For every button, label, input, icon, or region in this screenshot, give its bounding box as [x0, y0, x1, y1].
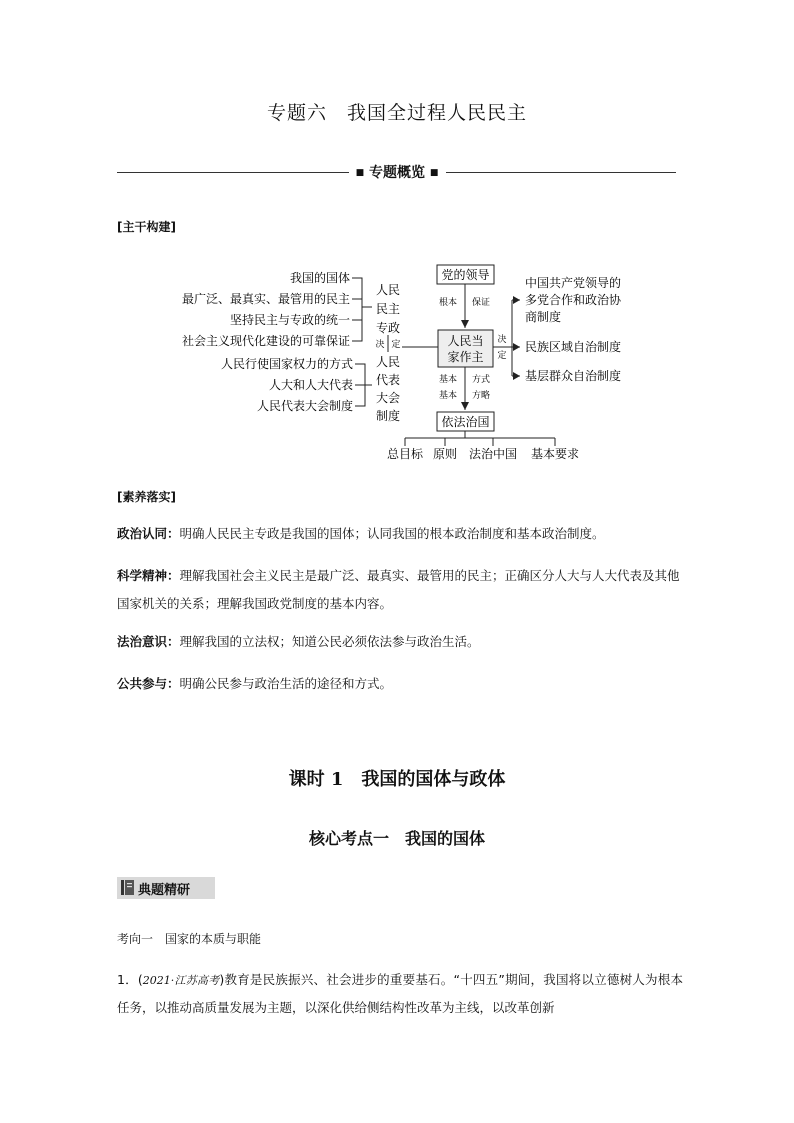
literacy-item-participation: [117, 670, 683, 698]
right-item-1b: 多党合作和政治协: [525, 293, 622, 307]
page-title: 专题六 我国全过程人民民主: [266, 102, 527, 124]
label-basic: 基本: [438, 375, 458, 385]
overview-heading: [350, 162, 444, 182]
question-number: 1．(: [117, 972, 143, 987]
center-bottom-2: 代表: [375, 373, 401, 387]
literacy-label: 法治意识：: [117, 634, 180, 649]
literacy-item-science: [117, 562, 683, 618]
literacy-item-political: [117, 520, 683, 548]
literacy-text: 明确公民参与政治生活的途径和方式。: [179, 676, 393, 691]
banner-label: 典题精研: [138, 883, 191, 898]
literacy-label: 科学精神：: [117, 568, 180, 583]
overview-label: 专题概览: [369, 165, 425, 181]
decide-left-2: 定: [391, 340, 401, 350]
question-source: 2021·江苏高考: [142, 974, 220, 987]
bottom-item-2: 原则: [432, 447, 458, 461]
question-body: )教育是民族振兴、社会进步的重要基石。“十四五”期间，我国将以立德树人为根本任务，以推动高质量发展为主题，以深化供给侧结构性改革为主线，以改革创新: [117, 972, 683, 1015]
center-top-1: 人民: [375, 283, 401, 297]
concept-map: [0, 255, 794, 470]
divider-right: [446, 172, 676, 173]
decide-left-1: 决: [375, 340, 385, 350]
label-guarantee: 保证: [471, 298, 491, 308]
left-item-2: 最广泛、最真实、最管用的民主: [181, 292, 350, 306]
left-item-1: 我国的国体: [289, 271, 350, 285]
decide-right-1: 决: [497, 335, 507, 345]
center-bottom-4: 制度: [375, 409, 401, 423]
overview-bullet-right: ■: [429, 168, 439, 178]
label-strategy: 方略: [471, 391, 491, 401]
party-leadership-box: 党的领导: [441, 268, 490, 282]
bottom-item-3: 法治中国: [468, 447, 518, 461]
right-item-3: 基层群众自治制度: [525, 369, 622, 383]
left-item-6: 人大和人大代表: [268, 378, 353, 392]
people-box-line2: 家作主: [447, 350, 484, 364]
overview-bullet-left: ■: [355, 168, 365, 178]
literacy-text: 明确人民民主专政是我国的国体；认同我国的根本政治制度和基本政治制度。: [179, 526, 605, 541]
section-tag-literacy: [素养落实]: [117, 490, 176, 504]
right-item-1a: 中国共产党领导的: [525, 276, 622, 290]
people-box-line1: 人民当: [447, 334, 484, 348]
center-bottom-3: 大会: [375, 391, 401, 405]
label-basic-2: 基本: [438, 391, 458, 401]
bottom-item-1: 总目标: [386, 447, 424, 461]
center-bottom-1: 人民: [375, 355, 401, 369]
label-method: 方式: [471, 375, 491, 385]
lesson-title: 课时 1 我国的国体与政体: [288, 769, 506, 790]
label-root: 根本: [438, 298, 458, 308]
right-item-1c: 商制度: [525, 310, 562, 324]
section-tag-main: [主干构建]: [117, 220, 176, 234]
literacy-text: 理解我国社会主义民主是最广泛、最真实、最管用的民主；正确区分人大与人大代表及其他国家机关的关系；理解我国政党制度的基本内容。: [117, 568, 680, 611]
question-1: [117, 966, 683, 1021]
book-icon: [121, 880, 134, 895]
divider-left: [117, 172, 349, 173]
literacy-text: 理解我国的立法权；知道公民必须依法参与政治生活。: [179, 634, 480, 649]
literacy-item-law: [117, 628, 683, 656]
decide-right-2: 定: [497, 351, 507, 361]
center-top-2: 民主: [375, 302, 401, 316]
rule-of-law-box: 依法治国: [441, 415, 490, 429]
left-item-7: 人民代表大会制度: [256, 399, 353, 413]
left-item-3: 坚持民主与专政的统一: [229, 313, 350, 327]
left-item-5: 人民行使国家权力的方式: [220, 357, 353, 371]
center-top-3: 专政: [375, 321, 401, 335]
left-item-4: 社会主义现代化建设的可靠保证: [181, 334, 350, 348]
bottom-item-4: 基本要求: [530, 447, 580, 461]
right-item-2: 民族区域自治制度: [525, 340, 622, 354]
exam-direction: 考向一 国家的本质与职能: [117, 932, 262, 946]
literacy-label: 公共参与：: [117, 676, 180, 691]
literacy-label: 政治认同：: [117, 526, 180, 541]
core-point-title: 核心考点一 我国的国体: [308, 829, 485, 848]
